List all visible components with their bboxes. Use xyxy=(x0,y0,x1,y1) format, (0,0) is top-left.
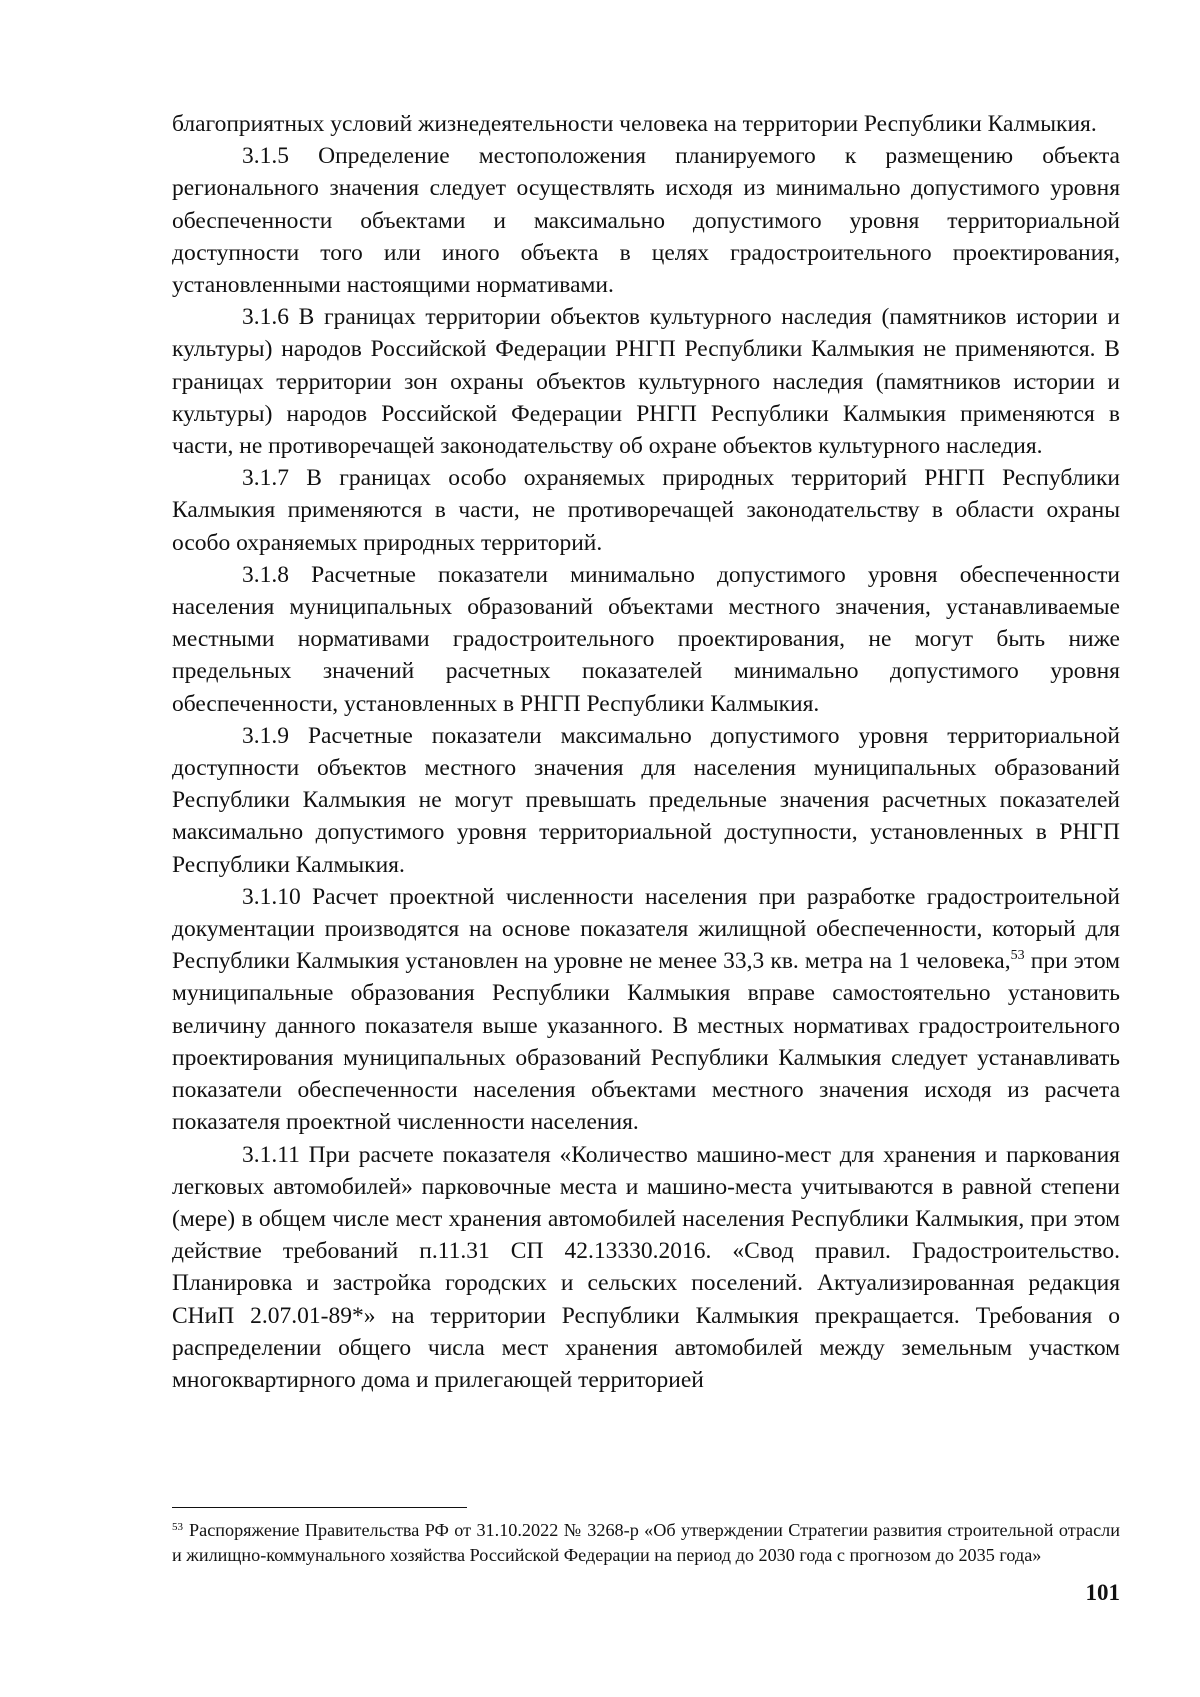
paragraph-3-1-7: 3.1.7 В границах особо охраняемых природных территорий РНГП Республики Калмыкия применяются в части, не противоречащей законодательству в области охраны особо охраняемых природных территорий. xyxy=(172,465,1120,556)
footnote-separator xyxy=(172,1507,467,1508)
paragraph-3-1-10 xyxy=(172,881,1120,1139)
footnote-reference[interactable]: 53 xyxy=(1010,948,1025,964)
paragraph-3-1-10-text-a: 3.1.10 Расчет проектной численности населения при разработке градостроительной документации производятся на основе показателя жилищной обеспеченности, который для Республики Калмыкия установлен на уровне не менее 33,3 кв. метра на 1 человека, xyxy=(172,883,1120,975)
page-number: 101 xyxy=(1085,1580,1120,1605)
paragraph-3-1-9: 3.1.9 Расчетные показатели максимально допустимого уровня территориальной доступности объектов местного значения для населения муниципальных образований Республики Калмыкия не могут превышать предельные значения расчетных показателей максимально допустимого уровня территориальной доступности, установленных в РНГП Республики Калмыкия. xyxy=(172,722,1120,878)
footnote-text: Распоряжение Правительства РФ от 31.10.2022 № 3268-р «Об утверждении Стратегии развития строительной отрасли и жилищно-коммунального хозяйства Российской Федерации на период до 2030 года с прогнозом до 2035 года» xyxy=(172,1520,1120,1565)
paragraph-3-1-6: 3.1.6 В границах территории объектов культурного наследия (памятников истории и культуры) народов Российской Федерации РНГП Республики Калмыкия не применяются. В границах территории зон охраны объектов культурного наследия (памятников истории и культуры) народов Российской Федерации РНГП Республики Калмыкия применяются в части, не противоречащей законодательству об охране объектов культурного наследия. xyxy=(172,304,1120,460)
paragraph-3-1-8: 3.1.8 Расчетные показатели минимально допустимого уровня обеспеченности населения муниципальных образований объектами местного значения, устанавливаемые местными нормативами градостроительного проектирования, не могут быть ниже предельных значений расчетных показателей минимально допустимого уровня обеспеченности, установленных в РНГП Республики Калмыкия. xyxy=(172,561,1120,717)
paragraph-3-1-5: 3.1.5 Определение местоположения планируемого к размещению объекта регионального значения следует осуществлять исходя из минимально допустимого уровня обеспеченности объектами и максимально допустимого уровня территориальной доступности того или иного объекта в целях градостроительного проектирования, установленными настоящими нормативами. xyxy=(172,143,1120,299)
footnote-number: 53 xyxy=(172,1521,183,1533)
document-body xyxy=(172,108,1120,1396)
footnote xyxy=(172,1518,1120,1567)
paragraph-continuation: благоприятных условий жизнедеятельности человека на территории Республики Калмыкия. xyxy=(172,111,1097,137)
paragraph-3-1-10-text-b: при этом муниципальные образования Республики Калмыкия вправе самостоятельно установить величину данного показателя выше указанного. В местных нормативах градостроительного проектирования муниципальных образований Республики Калмыкия следует устанавливать показатели обеспеченности населения объектами местного значения исходя из расчета показателя проектной численности населения. xyxy=(172,948,1120,1136)
paragraph-3-1-11: 3.1.11 При расчете показателя «Количество машино-мест для хранения и паркования легковых автомобилей» парковочные места и машино-места учитываются в равной степени (мере) в общем числе мест хранения автомобилей населения Республики Калмыкия, при этом действие требований п.11.31 СП 42.13330.2016. «Свод правил. Градостроительство. Планировка и застройка городских и сельских поселений. Актуализированная редакция СНиП 2.07.01-89*» на территории Республики Калмыкия прекращается. Требования о распределении общего числа мест хранения автомобилей между земельным участком многоквартирного дома и прилегающей территорией xyxy=(172,1141,1120,1393)
